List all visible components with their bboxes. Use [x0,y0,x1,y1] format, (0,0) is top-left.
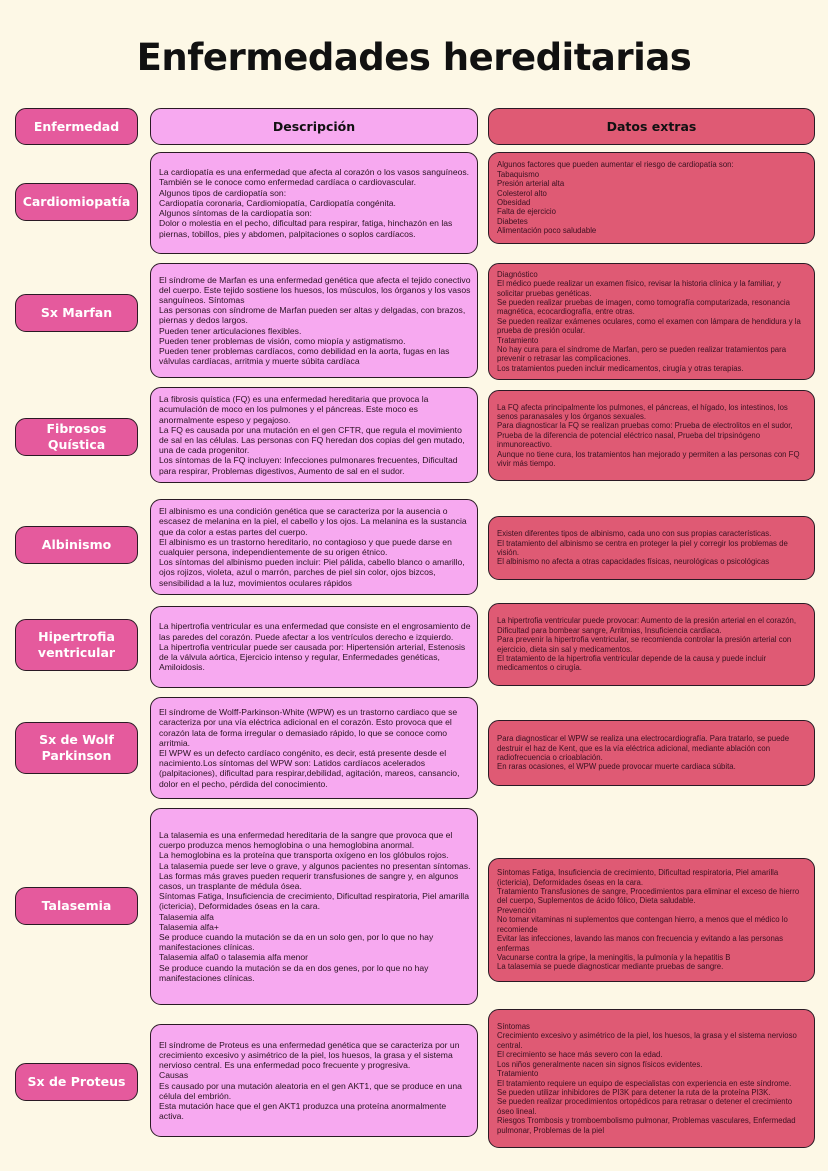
row-name-talasemia: Talasemia [15,887,138,925]
row-extra-text: Algunos factores que pueden aumentar el riesgo de cardiopatía son: Tabaquismo Presión arterial alta Colesterol alto Obesidad Falta de ejercicio Diabetes Alimentación poco saludable [497,160,734,236]
row-extra-wolf-parkinson [488,720,815,786]
row-extra-cardiomiopatia [488,152,815,244]
row-extra-text: Síntomas Fatiga, Insuficiencia de crecimiento, Dificultad respiratoria, Piel amarilla (ictericia), Deformidades óseas en la cara. Tratamiento Transfusiones de sangre, Procedimientos para eliminar el exceso de hierro del cuerpo, Suplementos de ácido fólico, Dieta saludable. Prevención No tomar vitaminas ni suplementos que contengan hierro, a menos que el médico lo recomiende Evitar las infecciones, lavando las manos con frecuencia y evitando a las personas enfermas Vacunarse contra la gripe, la meningitis, la pulmonía y la hepatitis B La talasemia se puede diagnosticar mediante pruebas de sangre. [497,868,800,972]
row-extra-text: Síntomas Crecimiento excesivo y asimétrico de la piel, los huesos, la grasa y el sistema nervioso central. El crecimiento se hace más severo con la edad. Los niños generalmente nacen sin signos físicos evidentes. Tratamiento El tratamiento requiere un equipo de especialistas con experiencia en este síndrome. Se pueden utilizar inhibidores de PI3K para detener la ruta de la proteína PI3K. Se pueden realizar procedimientos ortopédicos para retrasar o detener el crecimiento óseo lineal. Riesgos Trombosis y tromboembolismo pulmonar, Problemas vasculares, Enfermedad pulmonar, Problemas de la piel [497,1022,797,1135]
row-name-proteus: Sx de Proteus [15,1063,138,1101]
row-extra-text: La FQ afecta principalmente los pulmones, el páncreas, el hígado, los intestinos, los senos paranasales y los órganos sexuales. Para diagnosticar la FQ se realizan pruebas como: Prueba de electrolitos en el sudor, Prueba de la diferencia de potencial eléctrico nasal, Prueba del tripsinógeno inmunoreactivo. Aunque no tiene cura, los tratamientos han mejorado y permiten a las personas con FQ vivir más tiempo. [497,402,800,469]
row-extra-text: La hipertrofia ventricular puede provocar: Aumento de la presión arterial en el corazón, Dificultad para bombear sangre, Arritmias, Insuficiencia cardiaca. Para prevenir la hipertrofia ventricular, se recomienda controlar la presión arterial con ejercicio, dieta sin sal y medicamentos. El tratamiento de la hipertrofia ventricular depende de la causa y puede incluir medicamentos o cirugía. [497,616,797,673]
page-title: Enfermedades hereditarias [136,36,692,79]
row-desc-text: La fibrosis quística (FQ) es una enfermedad hereditaria que provoca la acumulación de moco en los pulmones y el páncreas. Este moco es anormalmente espeso y pegajoso. La FQ es causada por una mutación en el gen CFTR, que regula el movimiento de sal en las células. Las personas con FQ heredan dos copias del gen mutado, una de cada progenitor. Los síntomas de la FQ incluyen: Infecciones pulmonares frecuentes, Dificultad para respirar, Problemas digestivos, Aumento de sal en el sudor. [159,394,465,476]
row-name-hipertrofia: Hipertrofia ventricular [15,619,138,671]
row-extra-marfan [488,263,815,380]
row-extra-hipertrofia [488,603,815,686]
row-desc-hipertrofia [150,606,478,688]
row-desc-text: El síndrome de Marfan es una enfermedad genética que afecta el tejido conectivo del cuerpo. Este tejido sostiene los huesos, los músculos, los órganos y los vasos sanguíneos. Síntomas Las personas con síndrome de Marfan pueden ser altas y delgadas, con brazos, piernas y dedos largos. Pueden tener articulaciones flexibles. Pueden tener problemas de visión, como miopía y astigmatismo. Pueden tener problemas cardíacos, como debilidad en la aorta, fugas en las válvulas cardíacas, arritmia y muerte súbita cardíaca [159,274,471,367]
row-extra-fibrosis-quistica [488,390,815,481]
row-extra-proteus [488,1009,815,1148]
row-name-marfan: Sx Marfan [15,294,138,332]
row-desc-text: La cardiopatía es una enfermedad que afecta al corazón o los vasos sanguíneos. También se le conoce como enfermedad cardíaca o cardiovascular. Algunos tipos de cardiopatía son: Cardiopatía coronaria, Cardiomiopatía, Cardiopatía congénita. Algunos síntomas de la cardiopatía son: Dolor o molestia en el pecho, dificultad para respirar, fatiga, hinchazón en las piernas, tobillos, pies y abdomen, palpitaciones o soplos cardíacos. [159,167,470,239]
row-extra-text: Existen diferentes tipos de albinismo, cada uno con sus propias características. El tratamiento del albinismo se centra en proteger la piel y corregir los problemas de visión. El albinismo no afecta a otras capacidades físicas, neurológicas o psicológicas [497,529,788,567]
row-desc-wolf-parkinson [150,697,478,799]
row-desc-fibrosis-quistica [150,387,478,483]
header-datos-extras: Datos extras [488,108,815,145]
row-name-albinismo: Albinismo [15,526,138,564]
row-desc-text: El albinismo es una condición genética que se caracteriza por la ausencia o escasez de melanina en la piel, el cabello y los ojos. La melanina es la sustancia que da color a estas partes del cuerpo. El albinismo es un trastorno hereditario, no contagioso y que puede darse en cualquier persona, independientemente de su origen étnico. Los síntomas del albinismo pueden incluir: Piel pálida, cabello blanco o amarillo, ojos rojizos, violeta, azul o marrón, parches de piel sin color, ojos bizcos, sensibilidad a la luz, movimientos oculares rápidos [159,506,467,588]
row-desc-text: La talasemia es una enfermedad hereditaria de la sangre que provoca que el cuerpo produzca menos hemoglobina o una hemoglobina anormal. La hemoglobina es la proteína que transporta oxígeno en los glóbulos rojos. La talasemia puede ser leve o grave, y algunos pacientes no presentan síntomas. Las formas más graves pueden requerir transfusiones de sangre y, en algunos casos, un trasplante de médula ósea. Síntomas Fatiga, Insuficiencia de crecimiento, Dificultad respiratoria, Piel amarilla (ictericia), Deformidades óseas en la cara. Talasemia alfa Talasemia alfa+ Se produce cuando la mutación se da en un solo gen, por lo que no hay manifestaciones clínicas. Talasemia alfa0 o talasemia alfa menor Se produce cuando la mutación se da en dos genes, por lo que no hay manifestaciones clínicas. [159,829,471,983]
header-descripcion: Descripción [150,108,478,145]
row-desc-talasemia [150,808,478,1005]
row-name-wolf-parkinson: Sx de Wolf Parkinson [15,722,138,774]
row-extra-text: Diagnóstico El médico puede realizar un examen físico, revisar la historia clínica y la familiar, y solicitar pruebas genéticas. Se pueden realizar pruebas de imagen, como tomografía computarizada, resonancia magnética, ecocardiografía, entre otras. Se pueden realizar exámenes oculares, como el examen con lámpara de hendidura y la prueba de presión ocular. Tratamiento No hay cura para el síndrome de Marfan, pero se pueden realizar tratamientos para prevenir o retrasar las complicaciones. Los tratamientos pueden incluir medicamentos, cirugía y otras terapias. [497,269,801,373]
row-name-fibrosis-quistica: Fibrosos Quística [15,418,138,456]
row-desc-text: El síndrome de Proteus es una enfermedad genética que se caracteriza por un crecimiento excesivo y asimétrico de la piel, los huesos, la grasa y el sistema nervioso central. Es una enfermedad poco frecuente y progresiva. Causas Es causado por una mutación aleatoria en el gen AKT1, que se produce en una célula del embrión. Esta mutación hace que el gen AKT1 produzca una proteína anormalmente activa. [159,1039,462,1122]
row-desc-text: El síndrome de Wolff-Parkinson-White (WPW) es un trastorno cardiaco que se caracteriza por una vía eléctrica adicional en el corazón. Esto provoca que el corazón lata de forma irregular o demasiado rápido, lo que se conoce como arritmia. El WPW es un defecto cardíaco congénito, es decir, está presente desde el nacimiento.Los síntomas del WPW son: Latidos cardíacos acelerados (palpitaciones), dificultad para respirar,debilidad, agitación, mareos, cansancio, dolor en el pecho, pérdida del conocimiento. [159,707,460,789]
row-desc-proteus [150,1024,478,1137]
row-extra-talasemia [488,858,815,982]
header-enfermedad: Enfermedad [15,108,138,145]
row-name-cardiomiopatia: Cardiomiopatía [15,183,138,221]
row-extra-text: Para diagnosticar el WPW se realiza una electrocardiografía. Para tratarlo, se puede destruir el haz de Kent, que es la vía eléctrica adicional, mediante ablación con radiofrecuencia o crioablación. En raras ocasiones, el WPW puede provocar muerte cardiaca súbita. [497,734,790,772]
row-desc-marfan [150,263,478,378]
row-extra-albinismo [488,516,815,580]
row-desc-cardiomiopatia [150,152,478,254]
row-desc-text: La hipertrofia ventricular es una enfermedad que consiste en el engrosamiento de las paredes del corazón. Puede afectar a los ventrículos derecho e izquierdo. La hipertrofia ventricular puede ser causada por: Hipertensión arterial, Estenosis de la válvula aórtica, Ejercicio intenso y regular, Enfermedades genéticas, Amiloidosis. [159,621,471,673]
row-desc-albinismo [150,499,478,595]
